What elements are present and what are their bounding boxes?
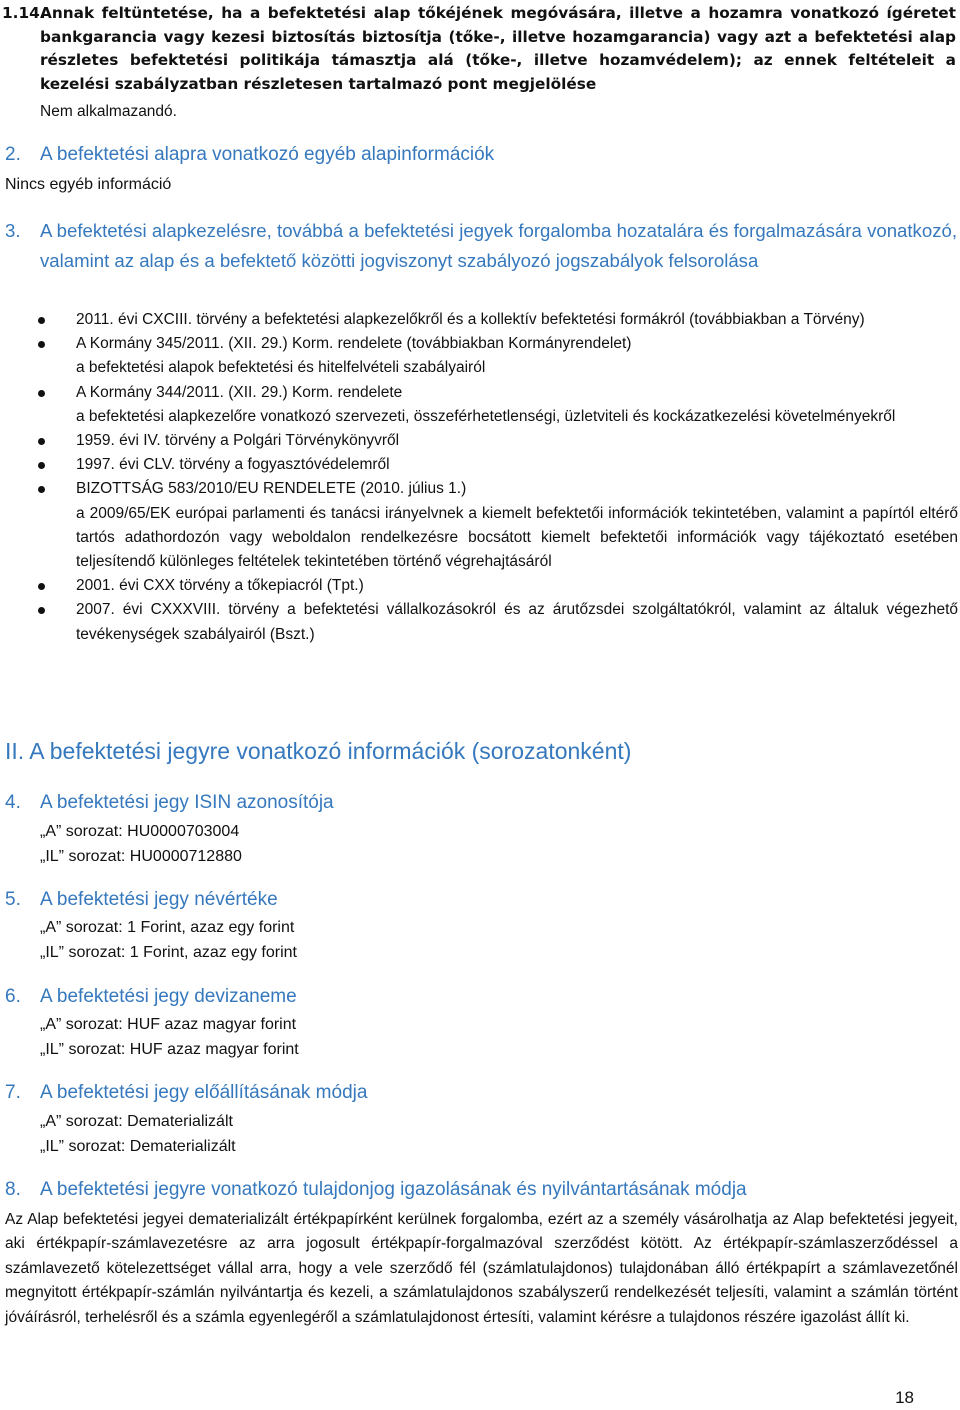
list-item bbox=[0, 308, 958, 332]
bullet-icon bbox=[38, 607, 45, 614]
section-7-heading bbox=[5, 1080, 367, 1106]
section-4-number: 4. bbox=[5, 792, 21, 813]
section-2-title: A befektetési alapra vonatkozó egyéb alapinformációk bbox=[40, 144, 495, 165]
section-7-series bbox=[40, 1110, 236, 1159]
section-6-heading bbox=[5, 984, 297, 1010]
list-item-line1: A Kormány 344/2011. (XII. 29.) Korm. rendelete bbox=[76, 383, 403, 401]
section-4-series bbox=[40, 820, 242, 869]
series-line: „IL” sorozat: HUF azaz magyar forint bbox=[40, 1040, 299, 1058]
bullet-icon bbox=[38, 462, 45, 469]
section-3-title: A befektetési alapkezelésre, továbbá a befektetési jegyek forgalomba hozatalára és forgalmazására vonatkozó, valamint az alap és a befektető közötti jogviszonyt szabályozó jogszabályok felsorolása bbox=[40, 220, 957, 271]
section-1-14-number: 1.14. bbox=[2, 4, 46, 22]
section-8-number: 8. bbox=[5, 1179, 21, 1200]
list-item-line2: a 2009/65/EK európai parlamenti és tanácsi irányelvnek a kiemelt befektetői információk tekintetében, valamint a papírtól eltérő tartós adathordozón vagy weboldalon rendelkezésre bocsátott kiemelt befektetői információk vagy tájékoztató esetében teljesítendő különleges feltételek tekintetében történő végrehajtásáról bbox=[76, 504, 958, 571]
series-line: „A” sorozat: HUF azaz magyar forint bbox=[40, 1016, 297, 1033]
list-item-line1: 2007. évi CXXXVIII. törvény a befektetési vállalkozásokról és az árutőzsdei szolgáltatókról, valamint az általuk végezhető tevékenységek szabályairól (Bszt.) bbox=[76, 601, 958, 643]
section-2-text: Nincs egyéb információ bbox=[5, 176, 172, 193]
list-item bbox=[0, 332, 958, 380]
part-ii-title: II. A befektetési jegyre vonatkozó információk (sorozatonként) bbox=[5, 738, 632, 764]
list-item bbox=[0, 598, 958, 646]
list-item-line1: 1959. évi IV. törvény a Polgári Törvénykönyvről bbox=[76, 432, 400, 450]
section-1-14 bbox=[2, 2, 956, 96]
series-line: „A” sorozat: HU0000703004 bbox=[40, 823, 240, 840]
list-item bbox=[0, 574, 958, 598]
section-3-number: 3. bbox=[5, 220, 21, 241]
section-6-series bbox=[40, 1013, 299, 1062]
section-5-series bbox=[40, 916, 297, 965]
bullet-icon bbox=[38, 317, 45, 324]
section-8-title: A befektetési jegyre vonatkozó tulajdonjog igazolásának és nyilvántartásának módja bbox=[40, 1179, 747, 1200]
series-line: „IL” sorozat: 1 Forint, azaz egy forint bbox=[40, 943, 297, 961]
section-5-heading bbox=[5, 887, 278, 913]
section-8-heading bbox=[5, 1177, 747, 1203]
section-2-number: 2. bbox=[5, 144, 21, 165]
section-5-number: 5. bbox=[5, 889, 21, 910]
list-item bbox=[0, 477, 958, 574]
list-item-line1: 1997. évi CLV. törvény a fogyasztóvédelemről bbox=[76, 456, 390, 474]
section-1-14-answer: Nem alkalmazandó. bbox=[40, 103, 177, 120]
page-number: 18 bbox=[895, 1388, 914, 1407]
bullet-icon bbox=[38, 438, 45, 445]
section-6-number: 6. bbox=[5, 986, 21, 1007]
bullet-icon bbox=[38, 341, 45, 348]
list-item-line1: 2011. évi CXCIII. törvény a befektetési alapkezelőkről és a kollektív befektetési formákról (továbbiakban a Törvény) bbox=[76, 311, 865, 328]
list-item bbox=[0, 381, 958, 429]
series-line: „A” sorozat: 1 Forint, azaz egy forint bbox=[40, 919, 295, 936]
section-4-heading bbox=[5, 790, 334, 816]
section-2-heading bbox=[5, 142, 494, 168]
series-line: „IL” sorozat: Dematerializált bbox=[40, 1137, 236, 1155]
section-6-title: A befektetési jegy devizaneme bbox=[40, 986, 297, 1007]
section-1-14-text: Annak feltüntetése, ha a befektetési alap tőkéjének megóvására, illetve a hozamra vonatkozó ígéretet bankgarancia vagy kezesi biztosítás biztosítja (tőke-, illetve hozamgarancia) vagy azt a befektetési alap részletes befektetési politikája támasztja alá (tőke-, illetve hozamvédelem); az ennek feltételeit a kezelési szabályzatban részletesen tartalmazó pont megjelölése bbox=[40, 4, 956, 93]
list-item bbox=[0, 453, 958, 477]
series-line: „IL” sorozat: HU0000712880 bbox=[40, 847, 242, 865]
section-8-text: Az Alap befektetési jegyei dematerializált értékpapírként kerülnek forgalomba, ezért az a személy vásárolhatja az Alap befektetési jegyeit, aki értékpapír-számlavezetésre az arra jogosult értékpapír-forgalmazóval szerződést kötött. Az értékpapír-számlaszerződéssel a számlavezető kötelezettséget vállal arra, hogy a vele szerződő fél (számlatulajdonos) tulajdonában álló értékpapírt a számlavezetőnél megnyitott értékpapír-számlán nyilvántartja és kezeli, a számlatulajdonos szabályszerű rendelkezését teljesíti, valamint a számlán történt jóváírásról, terhelésről és a számla egyenlegéről a számlatulajdonost értesíti, valamint kérésre a tulajdonos részére igazolást állít ki. bbox=[5, 1211, 958, 1326]
list-item-line2: a befektetési alapok befektetési és hitelfelvételi szabályairól bbox=[76, 359, 486, 377]
series-line: „A” sorozat: Dematerializált bbox=[40, 1113, 233, 1130]
bullet-icon bbox=[38, 583, 45, 590]
list-item bbox=[0, 429, 958, 453]
list-item-line1: 2001. évi CXX törvény a tőkepiacról (Tpt.) bbox=[76, 577, 364, 595]
section-4-title: A befektetési jegy ISIN azonosítója bbox=[40, 792, 334, 813]
list-item-line1: A Kormány 345/2011. (XII. 29.) Korm. rendelete (továbbiakban Kormányrendelet) bbox=[76, 335, 632, 353]
list-item-line2: a befektetési alapkezelőre vonatkozó szervezeti, összeférhetetlenségi, üzletviteli és kockázatkezelési követelményekről bbox=[76, 407, 896, 425]
bullet-icon bbox=[38, 390, 45, 397]
section-7-number: 7. bbox=[5, 1082, 21, 1103]
list-item-line1: BIZOTTSÁG 583/2010/EU RENDELETE (2010. július 1.) bbox=[76, 480, 467, 498]
section-5-title: A befektetési jegy névértéke bbox=[40, 889, 278, 910]
section-7-title: A befektetési jegy előállításának módja bbox=[40, 1082, 368, 1103]
law-list bbox=[0, 308, 958, 647]
bullet-icon bbox=[38, 486, 45, 493]
